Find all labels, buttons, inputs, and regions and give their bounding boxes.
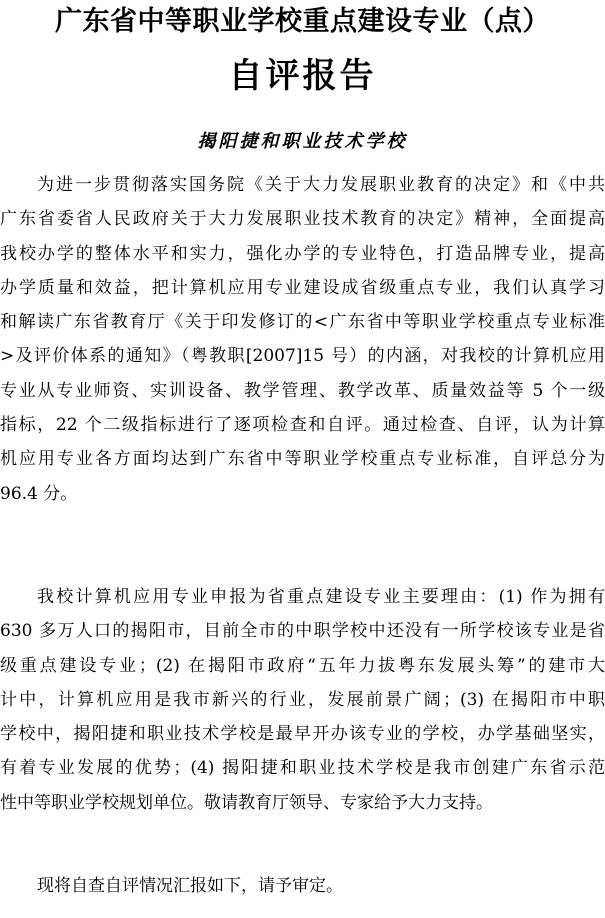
text-line: 630 多万人口的揭阳市，目前全市的中职学校中还没有一所学校该专业是省 [0,621,605,642]
school-name: 揭阳捷和职业技术学校 [197,131,408,152]
text-line: 办学质量和效益，把计算机应用专业建设成省级重点专业，我们认真学习 [0,277,605,298]
text-line: >及评价体系的通知》（粤教职[2007]15 号）的内涵，对我校的计算机应用 [0,346,605,367]
text-line: 现将自查自评情况汇报如下，请予审定。 [37,876,343,896]
paragraph-2 [0,580,605,820]
text-line: 为进一步贯彻落实国务院《关于大力发展职业教育的决定》和《中共 [37,175,605,195]
page-title-line1: 广东省中等职业学校重点建设专业（点） [55,6,550,37]
text-line: 专业从专业师资、实训设备、教学管理、教学改革、质量效益等 5 个一级 [0,380,605,401]
text-line: 我校办学的整体水平和实力，强化办学的专业特色，打造品牌专业，提高 [0,243,605,264]
text-line: 广东省委省人民政府关于大力发展职业技术教育的决定》精神，全面提高 [0,209,605,230]
paragraph-3 [0,869,605,903]
text-line: 我校计算机应用专业申报为省重点建设专业主要理由：(1) 作为拥有 [37,587,605,607]
text-line: 计中，计算机应用是我市新兴的行业，发展前景广阔；(3) 在揭阳市中职 [0,689,605,710]
text-line: 性中等职业学校规划单位。敬请教育厅领导、专家给予大力支持。 [0,792,493,813]
text-line: 机应用专业各方面均达到广东省中等职业学校重点专业标准，自评总分为 [0,449,605,470]
page-title-line2: 自评报告 [228,56,377,96]
text-line: 有着专业发展的优势；(4) 揭阳捷和职业技术学校是我市创建广东省示范 [0,758,605,779]
text-line: 指标，22 个二级指标进行了逐项检查和自评。通过检查、自评，认为计算 [0,415,605,436]
paragraph-1 [0,168,605,511]
text-line: 和解读广东省教育厅《关于印发修订的<广东省中等职业学校重点专业标准 [0,312,605,333]
text-line: 级重点建设专业；(2) 在揭阳市政府“五年力拔粤东发展头筹”的建市大 [0,655,605,676]
text-line: 学校中，揭阳捷和职业技术学校是最早开办该专业的学校，办学基础坚实， [0,724,605,745]
text-line: 96.4 分。 [0,483,78,504]
